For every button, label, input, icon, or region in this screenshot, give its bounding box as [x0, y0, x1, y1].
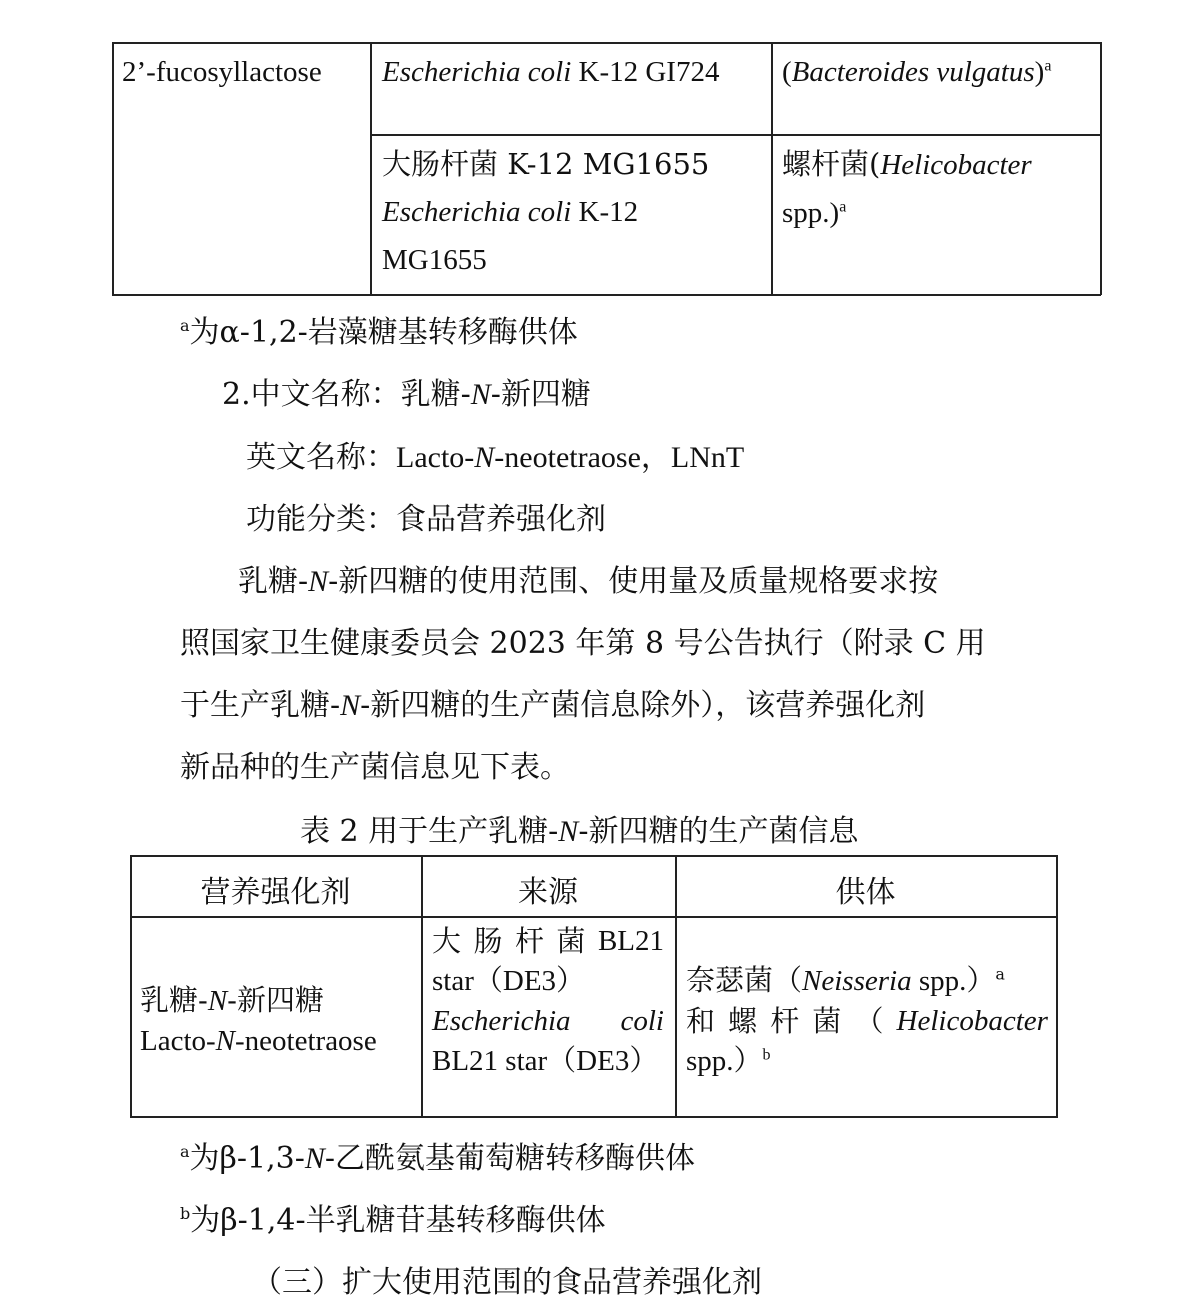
table-header-cell: 营养强化剂 [200, 875, 351, 910]
body-paragraph-line: 新品种的生产菌信息见下表。 [180, 750, 570, 785]
item-2-english-name: 英文名称：Lacto-N-neotetraose，LNnT [246, 440, 745, 475]
table-border [1056, 855, 1058, 1118]
item-2-function-class: 功能分类：食品营养强化剂 [246, 502, 606, 537]
footnote-a: $^a$为α-1,2-岩藻糖基转移酶供体 [180, 315, 578, 350]
footnote-a: $^a$为β-1,3-N-乙酰氨基葡萄糖转移酶供体 [180, 1141, 696, 1176]
table-cell: 大 肠 杆 菌 BL21 star（DE3） Escherichia coli BL21 star（DE3） [432, 924, 664, 1077]
table-cell: 2’-fucosyllactose [122, 56, 322, 88]
table-border [112, 294, 1101, 296]
table-cell: 螺杆菌(Helicobacter spp.)$^a$ [782, 147, 1032, 229]
table-border [1100, 42, 1102, 295]
table-cell: 大肠杆菌 K-12 MG1655 Escherichia coli K-12 MG1655 [382, 147, 710, 276]
table-header-cell: 供体 [835, 875, 896, 910]
table-cell: (Bacteroides vulgatus)$^a$ [782, 56, 1052, 88]
table-2-caption: 表 2 用于生产乳糖-N-新四糖的生产菌信息 [300, 814, 859, 849]
body-paragraph-line: 照国家卫生健康委员会 2023 年第 8 号公告执行（附录 C 用 [180, 626, 986, 661]
table-border [771, 42, 773, 295]
table-border [370, 134, 1101, 136]
table-cell: Escherichia coli K-12 GI724 [382, 56, 720, 88]
table-2 [130, 855, 1058, 1118]
table-header-cell: 来源 [518, 875, 578, 910]
table-border [130, 1116, 1058, 1118]
table-border [370, 42, 372, 295]
body-paragraph-line: 乳糖-N-新四糖的使用范围、使用量及质量规格要求按 [238, 564, 939, 599]
table-cell: 奈瑟菌（Neisseria spp.）$^a$ 和 螺 杆 菌 （ Helicobacter spp.）$^b$ [686, 963, 1048, 1077]
table-1-continued [112, 42, 1101, 295]
table-border [130, 916, 1058, 918]
table-cell: 乳糖-N-新四糖 Lacto-N-neotetraose [140, 983, 377, 1057]
footnote-b: $^b$为β-1,4-半乳糖苷基转移酶供体 [180, 1203, 606, 1238]
body-paragraph-line: 于生产乳糖-N-新四糖的生产菌信息除外），该营养强化剂 [180, 688, 926, 723]
section-heading: （三）扩大使用范围的食品营养强化剂 [252, 1265, 762, 1300]
table-border [112, 42, 114, 295]
item-2-chinese-name: 2.中文名称：乳糖-N-新四糖 [222, 377, 591, 412]
table-border [130, 855, 1058, 857]
table-border [112, 42, 1101, 44]
